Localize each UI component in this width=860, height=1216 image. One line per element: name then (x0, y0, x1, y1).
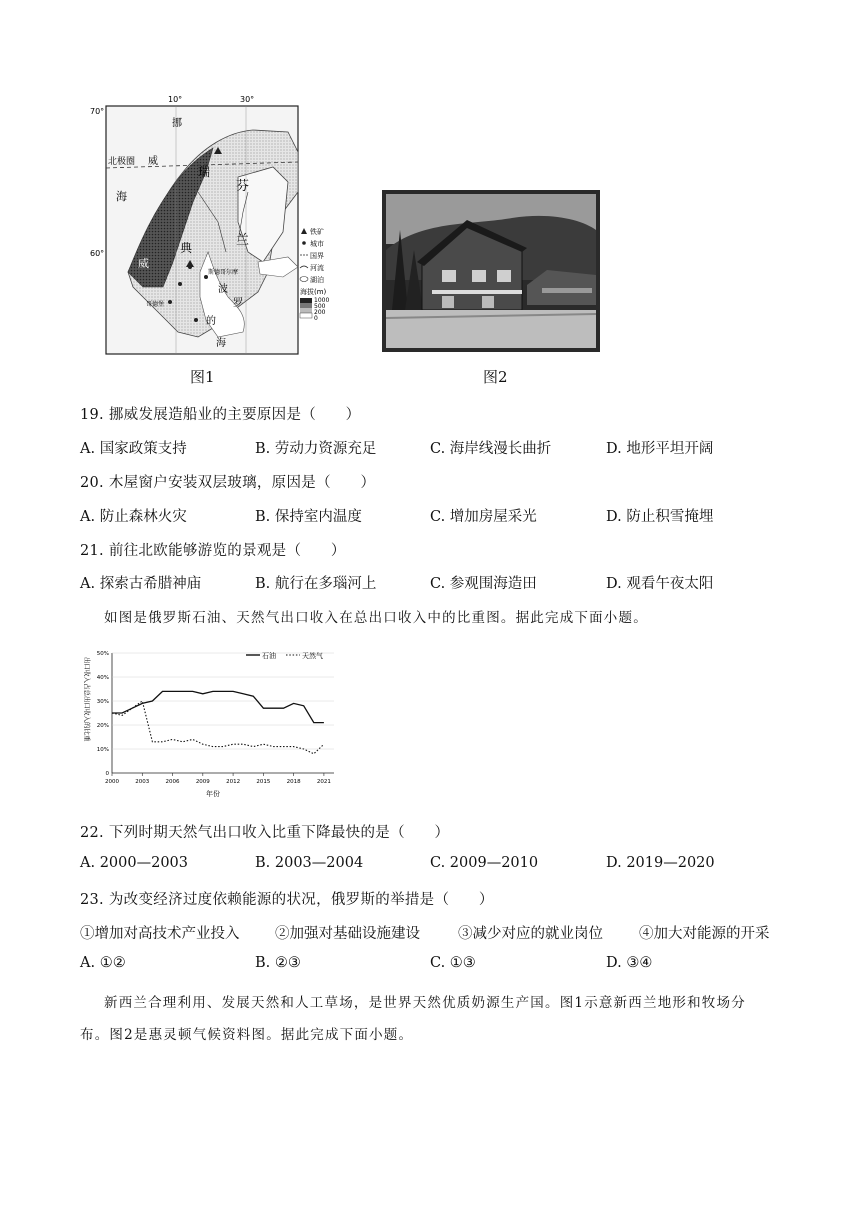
q19-option-a[interactable]: A. 国家政策支持 (80, 441, 187, 457)
finland-label-1: 芬 (236, 179, 250, 194)
q23-option-a[interactable]: A. ①② (80, 955, 126, 971)
q22-option-d[interactable]: D. 2019—2020 (606, 855, 715, 871)
chart-svg (76, 645, 346, 800)
norway-label-1: 挪 (172, 118, 182, 129)
chart-y-tick-label: 10% (96, 747, 109, 753)
question-22: 22. 下列时期天然气出口收入比重下降最快的是（ ） (80, 825, 450, 841)
gothenburg-label: 哥德堡 (146, 301, 165, 308)
legend-iron: 铁矿 (310, 228, 324, 236)
q22-option-b[interactable]: B. 2003—2004 (255, 855, 364, 871)
q23-choice-3: ③减少对应的就业岗位 (458, 926, 603, 942)
chart-x-tick-label: 2003 (135, 779, 150, 785)
q19-option-b[interactable]: B. 劳动力资源充足 (255, 441, 377, 457)
q23-choice-2: ②加强对基础设施建设 (275, 926, 420, 942)
norway-label-2: 威 (148, 156, 158, 167)
lon10-label: 10° (168, 95, 183, 104)
q23-option-b[interactable]: B. ②③ (255, 955, 301, 971)
sweden-label-1: 瑞 (198, 165, 211, 179)
chart-x-tick-label: 2009 (195, 779, 210, 785)
legend-e1000: 1000 (314, 297, 330, 304)
chart-x-tick-label: 2006 (165, 779, 180, 785)
intro-russia: 如图是俄罗斯石油、天然气出口收入在总出口收入中的比重图。据此完成下面小题。 (104, 610, 648, 626)
legend-lake: 湖泊 (310, 276, 324, 284)
lat70-label: 70° (90, 107, 105, 116)
chart-x-tick-label: 2018 (286, 779, 301, 785)
weiwei-label: 威 (138, 257, 149, 270)
q20-option-a[interactable]: A. 防止森林火灾 (80, 509, 187, 525)
q23-choice-4: ④加大对能源的开采 (639, 926, 770, 942)
stockholm-label: 斯德哥尔摩 (208, 269, 239, 276)
intro-nz-line1: 新西兰合理利用、发展天然和人工草场，是世界天然优质奶源生产国。图1示意新西兰地形和牧场分 (104, 995, 746, 1011)
q21-option-b[interactable]: B. 航行在多瑙河上 (255, 576, 377, 592)
series-line-gas (112, 701, 324, 754)
question-23: 23. 为改变经济过度依赖能源的状况，俄罗斯的举措是（ ） (80, 892, 494, 908)
legend-e500: 500 (314, 303, 326, 310)
figure2-photo (382, 190, 600, 352)
q21-option-d[interactable]: D. 观看午夜太阳 (606, 576, 714, 592)
chart-y-tick-label: 40% (96, 675, 109, 681)
q19-option-d[interactable]: D. 地形平坦开阔 (606, 441, 714, 457)
question-20: 20. 木屋窗户安装双层玻璃，原因是（ ） (80, 475, 376, 491)
lon30-label: 30° (240, 95, 255, 104)
chart-x-tick-label: 2012 (226, 779, 241, 785)
question-19: 19. 挪威发展造船业的主要原因是（ ） (80, 407, 361, 423)
chart-y-tick-label: 20% (96, 723, 109, 729)
figure1-caption: 图1 (190, 368, 215, 386)
intro-nz-line2: 布。图2是惠灵顿气候资料图。据此完成下面小题。 (80, 1027, 414, 1043)
q22-option-c[interactable]: C. 2009—2010 (430, 855, 539, 871)
chart-x-tick-label: 2015 (256, 779, 271, 785)
chart-x-tick-label: 2021 (316, 779, 331, 785)
legend-gas: 天然气 (302, 652, 323, 660)
q23-choice-1: ①增加对高技术产业投入 (80, 926, 240, 942)
q19-option-c[interactable]: C. 海岸线漫长曲折 (430, 441, 552, 457)
chart-xlabel: 年份 (206, 790, 220, 798)
q20-option-b[interactable]: B. 保持室内温度 (255, 509, 362, 525)
baltic-label-1: 波 (218, 284, 228, 295)
chart-y-tick-label: 0 (105, 771, 109, 777)
sweden-label-2: 典 (180, 241, 193, 255)
wooden-house-photo (382, 190, 600, 352)
legend-e0: 0 (314, 315, 318, 322)
chart-ylabel: 出口收入占总出口收入的比重 (83, 657, 91, 742)
chart-y-tick-label: 30% (96, 699, 109, 705)
lat60-label: 60° (90, 249, 105, 258)
finland-label-2: 兰 (236, 233, 250, 248)
q21-option-c[interactable]: C. 参观围海造田 (430, 576, 537, 592)
legend-elevation-title: 海拔(m) (300, 288, 327, 296)
russia-export-chart (76, 645, 346, 800)
legend-river: 河流 (310, 264, 324, 272)
q21-option-a[interactable]: A. 探索古希腊神庙 (80, 576, 202, 592)
series-line-oil (112, 691, 324, 722)
figure1-map (88, 92, 348, 367)
arctic-circle-label: 北极圈 (108, 157, 136, 167)
scandinavia-map (88, 92, 348, 367)
q23-option-c[interactable]: C. ①③ (430, 955, 476, 971)
legend-e200: 200 (314, 309, 326, 316)
legend-city: 城市 (310, 240, 324, 248)
sea-label: 海 (116, 190, 127, 203)
chart-y-tick-label: 50% (96, 651, 109, 657)
q22-option-a[interactable]: A. 2000—2003 (80, 855, 188, 871)
figure2-caption: 图2 (483, 368, 508, 386)
legend-oil: 石油 (262, 652, 276, 660)
q20-option-c[interactable]: C. 增加房屋采光 (430, 509, 537, 525)
question-21: 21. 前往北欧能够游览的景观是（ ） (80, 543, 346, 559)
baltic-label-3: 的 (206, 316, 216, 327)
q23-option-d[interactable]: D. ③④ (606, 955, 653, 971)
map-legend (300, 227, 329, 322)
chart-x-tick-label: 2000 (105, 779, 119, 785)
q20-option-d[interactable]: D. 防止积雪掩埋 (606, 509, 714, 525)
baltic-label-2: 罗 (233, 298, 243, 309)
legend-border: 国界 (310, 252, 324, 260)
baltic-label-4: 海 (216, 338, 226, 349)
